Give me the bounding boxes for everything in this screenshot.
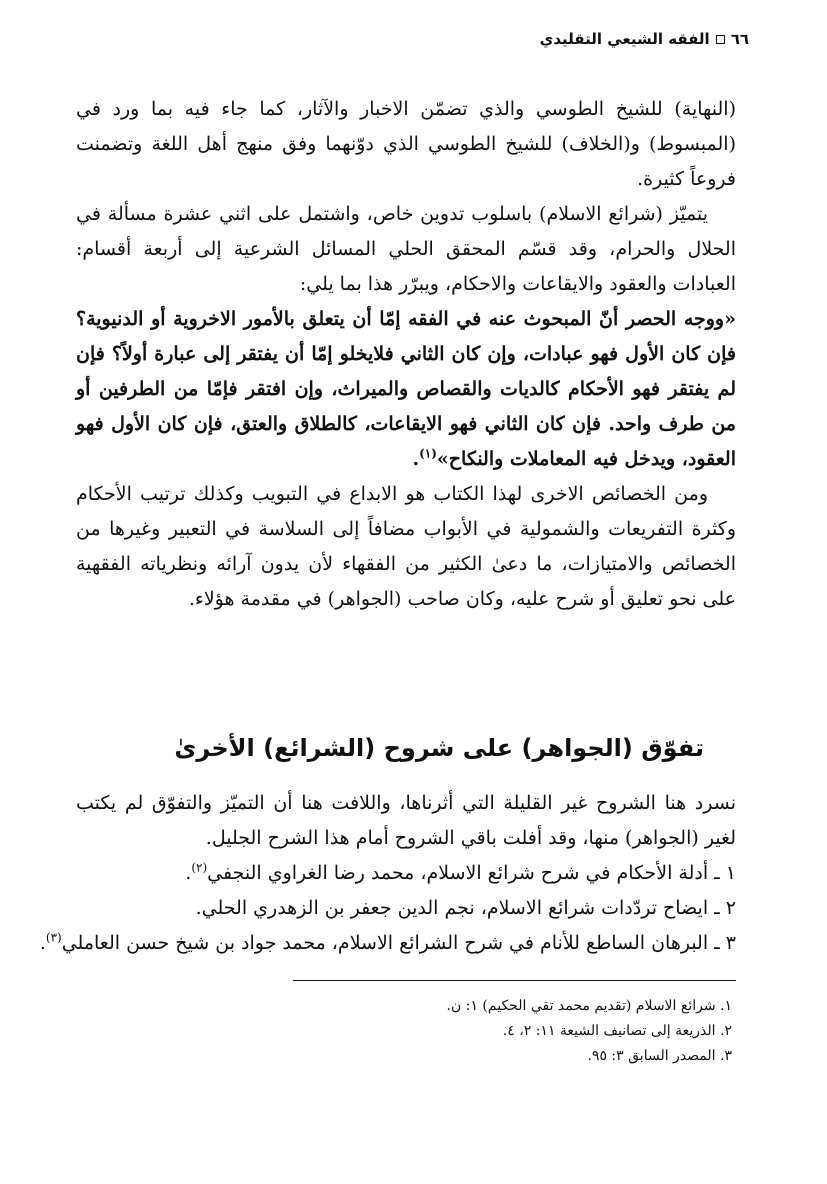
footnote: ١. شرائع الاسلام (تقديم محمد تقي الحكيم) ١: ن. (446, 998, 732, 1014)
list-item-text: ١ ـ أدلة الأحكام في شرح شرائع الاسلام، محمد رضا الغراوي النجفي (207, 862, 736, 884)
paragraph-intro: (النهاية) للشيخ الطوسي والذي تضمّن الاخبار والآثار، كما جاء فيه بما ورد في (المبسوط) و(الخلاف) للشيخ الطوسي الذي دوّنهما وفق منهج أهل اللغة وتضمنت فروعاً كثيرة. (76, 98, 736, 190)
footnote: ٢. الذريعة إلى تصانيف الشيعة ١١: ٢، ٤. (502, 1023, 732, 1039)
quote-end: . (412, 448, 420, 470)
square-separator-icon (716, 35, 725, 44)
footnote-ref-1: (١) (419, 446, 437, 461)
paragraph-features: ومن الخصائص الاخرى لهذا الكتاب هو الابداع في التبويب وكذلك ترتيب الأحكام وكثرة التفريعات والشمولية في الأبواب مضافاً إلى السلاسة في التعبير وغيرها من الخصائص والامتيازات، ما دعىٰ الكثير من الفقهاء لأن يدون آرائه ونظرياته الفقهية على نحو تعليق أو شرح عليه، وكان صاحب (الجواهر) في مقدمة هؤلاء. (76, 483, 736, 610)
footnote: ٣. المصدر السابق ٣: ٩٥. (587, 1048, 732, 1064)
list-item (39, 926, 736, 961)
list-item-text: ٣ ـ البرهان الساطع للأنام في شرح الشرائع الاسلام، محمد جواد بن شيخ حسن العاملي (61, 932, 736, 954)
section-body (39, 786, 736, 961)
list-item-end: . (39, 932, 46, 954)
footnote-ref-3: (٣) (45, 930, 62, 945)
list-item-text: ٢ ـ ايضاح تردّدات شرائع الاسلام، نجم الدين جعفر بن الزهدري الحلي. (195, 897, 736, 919)
list-item (76, 891, 736, 926)
footnotes (300, 994, 732, 1069)
page-number: ٦٦ (730, 30, 749, 48)
body-text (76, 92, 736, 617)
running-title: الفقه الشيعي التقليدي (539, 30, 710, 48)
quote-paragraph (76, 302, 736, 477)
paragraph-shaRai-features: يتميّز (شرائع الاسلام) باسلوب تدوين خاص، واشتمل على اثني عشرة مسألة في الحلال والحرام، وقد قسّم المحقق الحلي المسائل الشرعية إلى أربعة أقسام: العبادات والعقود والايقاعات والاحكام، ويبرّر هذا بما يلي: (76, 203, 736, 295)
section-heading: تفوّق (الجواهر) على شروح (الشرائع) الأخرىٰ (174, 734, 704, 762)
footnote-divider (293, 980, 736, 981)
list-item-end: . (185, 862, 192, 884)
footnote-ref-2: (٢) (191, 860, 208, 875)
section-intro: نسرد هنا الشروح غير القليلة التي أثرناها، واللافت هنا أن التميّز والتفوّق لم يكتب لغير (الجواهر) منها، وقد أفلت باقي الشروح أمام هذا الشرح الجليل. (76, 792, 736, 849)
running-head (540, 28, 749, 50)
quote-text: «ووجه الحصر أنّ المبحوث عنه في الفقه إمّا أن يتعلق بالأمور الاخروية أو الدنيوية؟ فإن كان الأول فهو عبادات، وإن كان الثاني فلايخلو إمّا أن يفتقر إلى عبارة أولاً؟ فإن لم يفتقر فهو الأحكام كالديات والقصاص والميراث، وإن افتقر فإمّا من الطرفين أو من طرف واحد. فإن كان الثاني فهو الايقاعات، كالطلاق والعتق، فإن كان الأول فهو العقود، ويدخل فيه المعاملات والنكاح» (76, 308, 736, 470)
list-item (76, 856, 736, 891)
